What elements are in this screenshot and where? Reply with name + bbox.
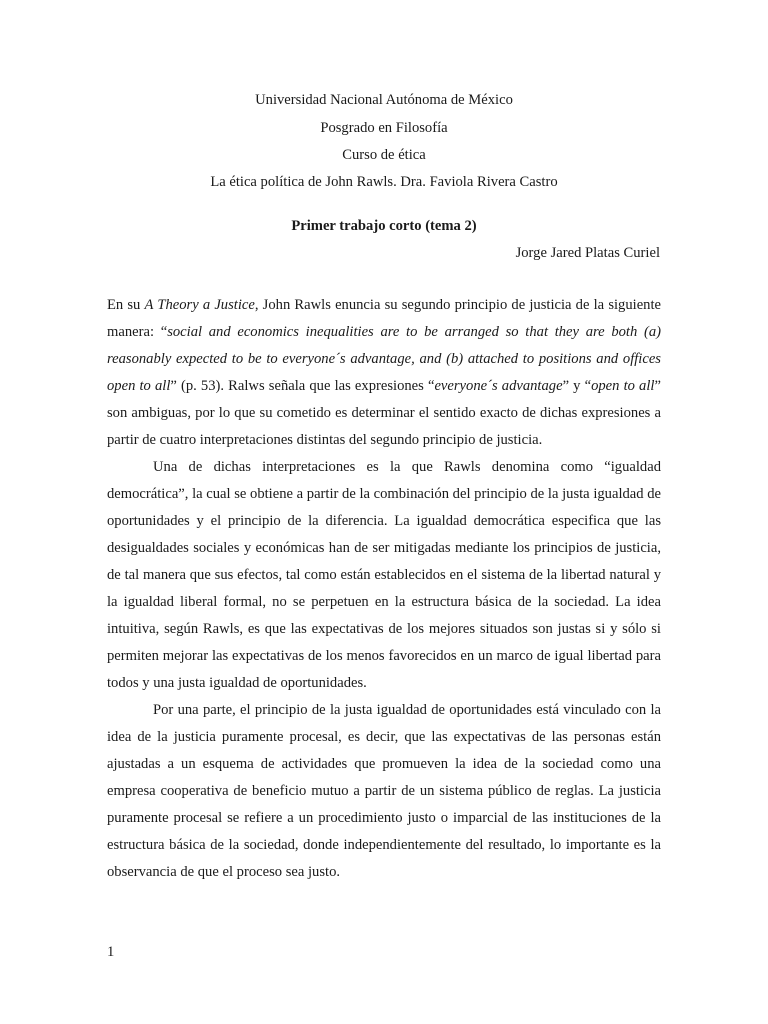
p1-text-c: ” (p. 53). Ralws señala que las expresiones “ <box>170 378 435 394</box>
term-open-to-all: open to all <box>591 378 655 394</box>
term-everyones-advantage: everyone´s advantage <box>434 378 563 394</box>
paragraph-3: Por una parte, el principio de la justa igualdad de oportunidades está vinculado con la idea de la justicia puramente procesal, es decir, que las expectativas de las personas están ajustadas a un esquema de actividades que promueven la idea de la sociedad como una empresa cooperativa de beneficio mutuo a partir de un sistema público de reglas. La justicia puramente procesal se refiere a un procedimiento justo o imparcial de las instituciones de la estructura básica de la sociedad, donde independientemente del resultado, lo importante es la observancia de que el proceso sea justo. <box>107 702 661 880</box>
program-line: Posgrado en Filosofía <box>320 120 448 136</box>
p1-text-a: En su <box>107 297 145 313</box>
book-title: A Theory a Justice <box>144 297 255 313</box>
p1-text-e: ” son ambiguas, por lo que su cometido es determinar el sentido exacto de dichas expresiones a partir de cuatro interpretaciones distintas del segundo principio de justicia. <box>107 378 661 448</box>
paragraph-2: Una de dichas interpretaciones es la que Rawls denomina como “igualdad democrática”, la cual se obtiene a partir de la combinación del principio de la justa igualdad de oportunidades y el principio de la diferencia. La igualdad democrática especifica que las desigualdades sociales y económicas han de ser mitigadas mediante los principios de justicia, de tal manera que sus efectos, tal como están establecidos en el sistema de la libertad natural y la igualdad liberal formal, no se perpetuen en la estructura básica de la sociedad. La idea intuitiva, según Rawls, es que las expectativas de los mejores situados son justas si y sólo si permiten mejorar las expectativas de los menos favorecidos en un marco de igual libertad para todos y una justa igualdad de oportunidades. <box>107 459 661 691</box>
paragraph-1 <box>107 292 661 454</box>
subject-line: La ética política de John Rawls. Dra. Faviola Rivera Castro <box>210 174 558 190</box>
institution-line: Universidad Nacional Autónoma de México <box>255 92 513 108</box>
course-line: Curso de ética <box>342 147 426 163</box>
author-name: Jorge Jared Platas Curiel <box>515 245 660 261</box>
p1-text-b: , John Rawls enuncia su segundo principio de justicia de la siguiente manera: “ <box>107 297 662 340</box>
rawls-quote: social and economics inequalities are to be arranged so that they are both (a) reasonably expected to be to everyone´s advantage, and (b) attached to positions and offices open to all <box>107 324 662 394</box>
p1-text-d: ” y “ <box>562 378 592 394</box>
page-number: 1 <box>107 944 115 960</box>
document-body <box>107 292 661 886</box>
document-title: Primer trabajo corto (tema 2) <box>291 218 477 234</box>
